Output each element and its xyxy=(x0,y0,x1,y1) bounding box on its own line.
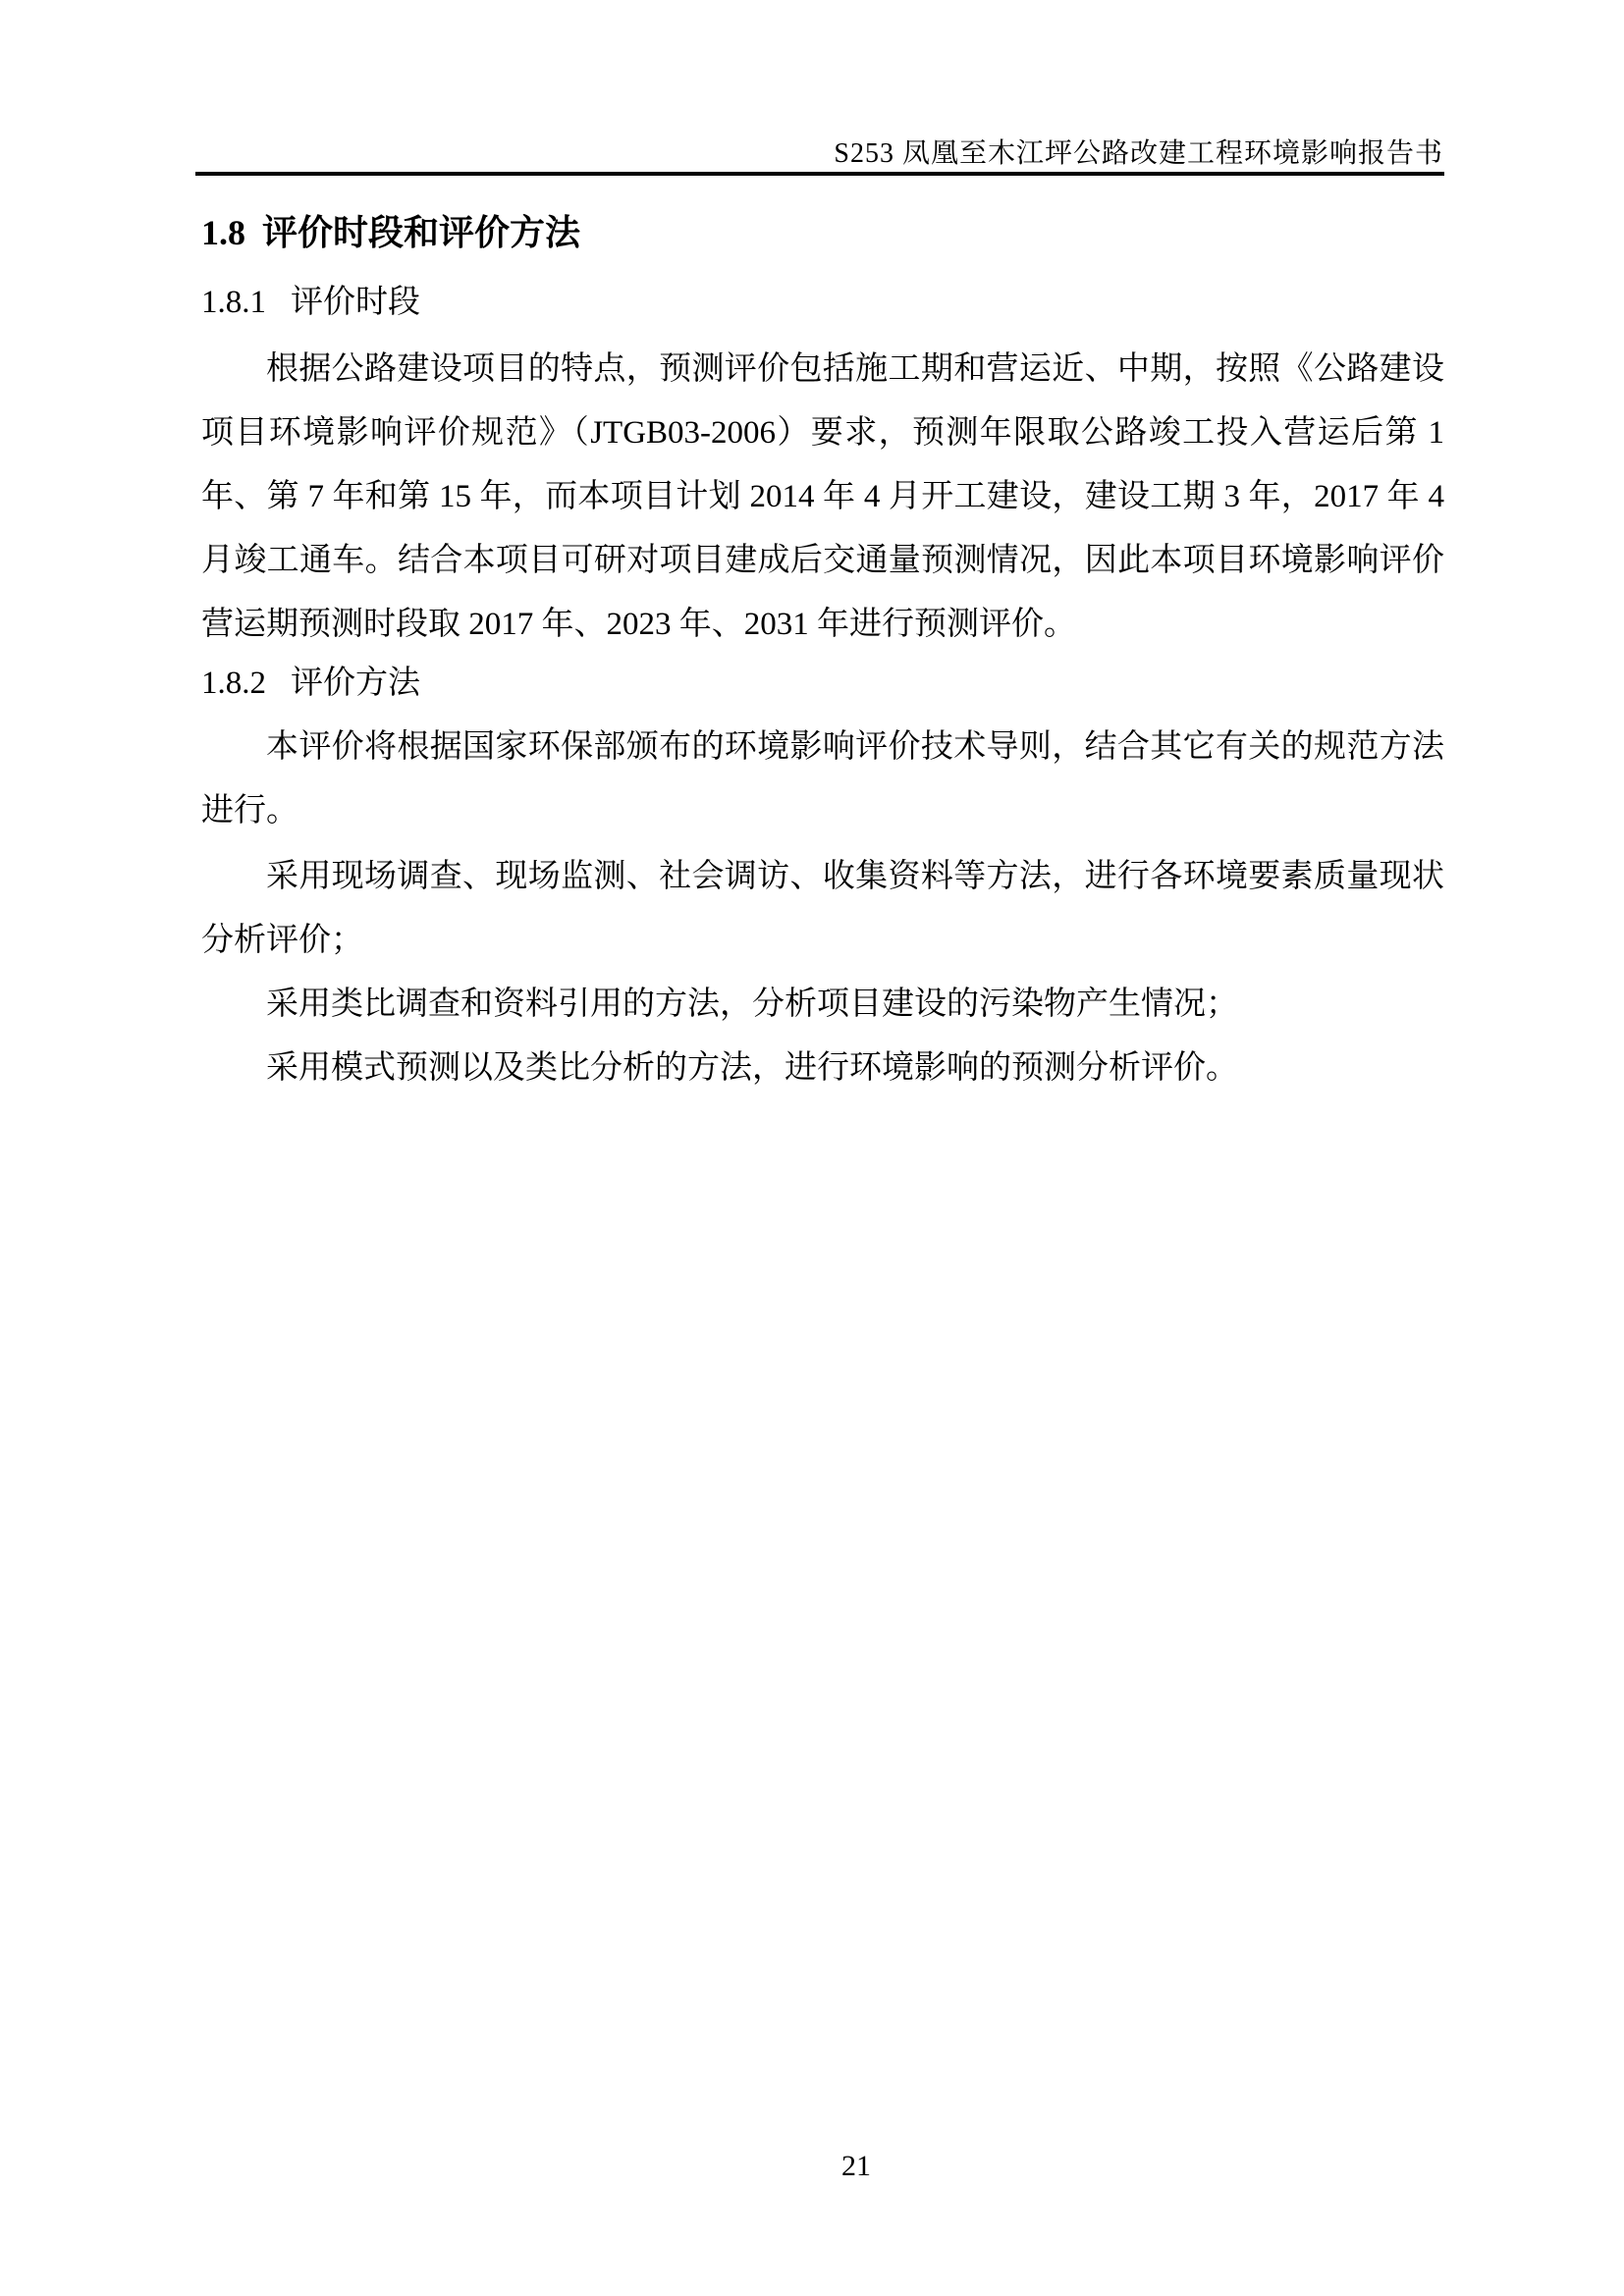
page-number: 21 xyxy=(841,2150,871,2182)
header-rule xyxy=(195,172,1444,176)
section-number: 1.8 xyxy=(201,213,245,252)
section-title: 评价时段和评价方法 xyxy=(262,212,581,252)
subsection-heading-1 xyxy=(201,271,1444,335)
paragraph-method-analogy: 采用类比调查和资料引用的方法，分析项目建设的污染物产生情况； xyxy=(266,987,1238,1022)
subsection-heading-2 xyxy=(201,652,1444,716)
section-heading xyxy=(201,208,1444,257)
paragraph-method-intro: 本评价将根据国家环保部颁布的环境影响评价技术导则，结合其它有关的规范方法进行。 xyxy=(201,729,1444,828)
paragraph-method-prediction: 采用模式预测以及类比分析的方法，进行环境影响的预测分析评价。 xyxy=(266,1050,1238,1086)
subsection-2-number: 1.8.2 xyxy=(201,666,266,701)
page-header-running-title: S253 凤凰至木江坪公路改建工程环境影响报告书 xyxy=(834,138,1443,169)
subsection-1-title: 评价时段 xyxy=(291,285,420,320)
paragraph-method-survey: 采用现场调查、现场监测、社会调访、收集资料等方法，进行各环境要素质量现状分析评价； xyxy=(201,859,1444,958)
subsection-1-number: 1.8.1 xyxy=(201,285,266,320)
subsection-2-title: 评价方法 xyxy=(291,666,420,701)
paragraph-evaluation-period: 根据公路建设项目的特点，预测评价包括施工期和营运近、中期，按照《公路建设项目环境影响评价规范》（JTGB03-2006）要求，预测年限取公路竣工投入营运后第 1 年、第 7 年和第 15 年，而本项目计划 2014 年 4 月开工建设，建设工期 3 年，2017 年 4 月竣工通车。结合本项目可研对项目建成后交通量预测情况，因此本项目环境影响评价营运期预测时段取 2017 年、2023 年、2031 年进行预测评价。 xyxy=(201,351,1445,642)
